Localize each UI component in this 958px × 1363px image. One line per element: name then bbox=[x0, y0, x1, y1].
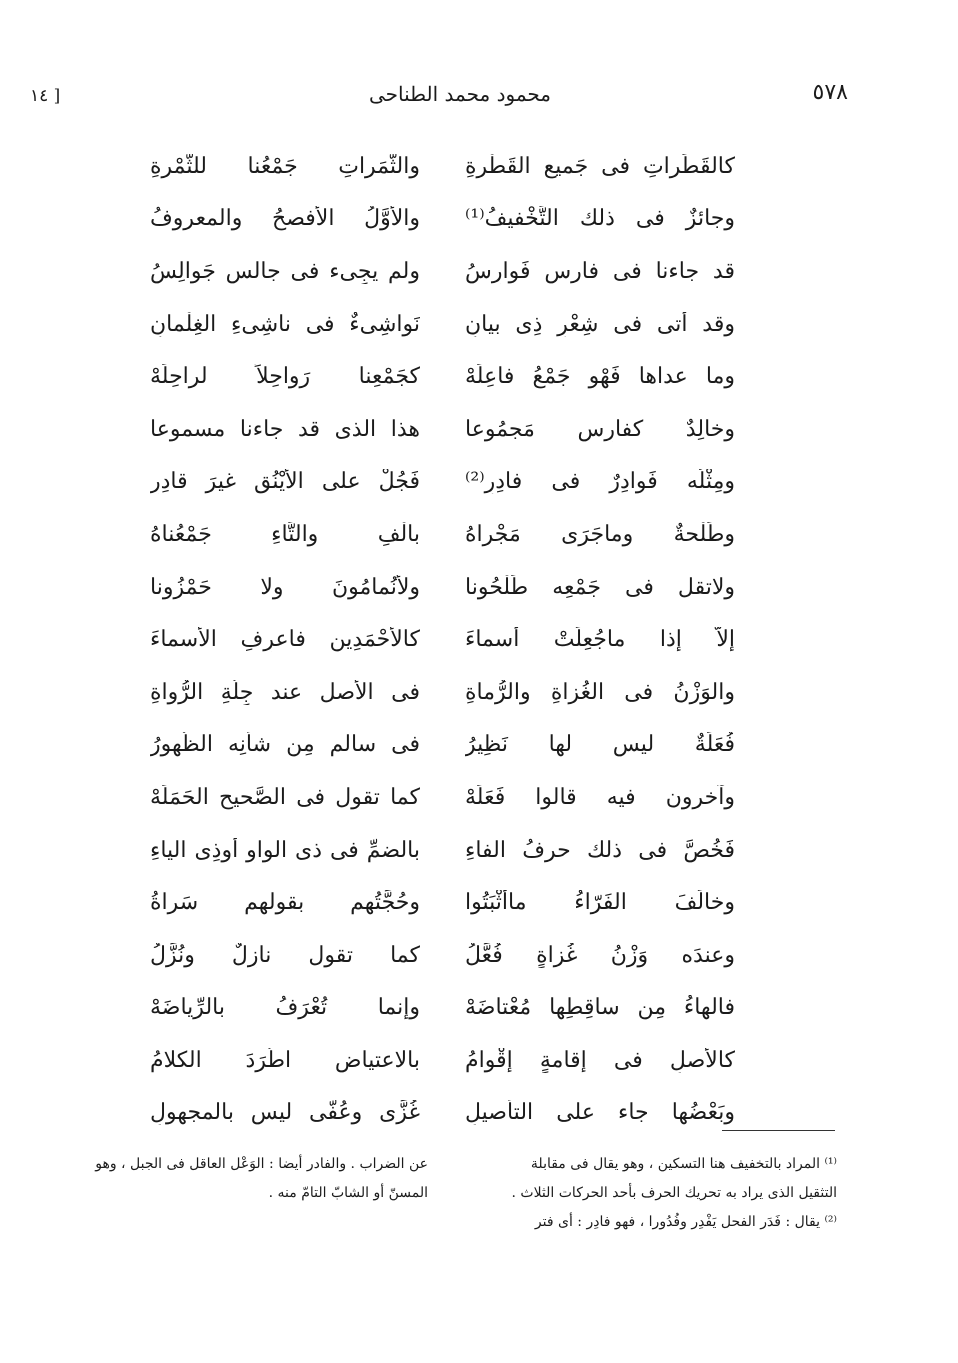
second-hemistich: بالْفِ والتَّاءِ جَمْعُناهُ bbox=[150, 521, 420, 547]
verse bbox=[150, 929, 735, 982]
verse bbox=[150, 140, 735, 193]
verse bbox=[150, 1034, 735, 1087]
second-hemistich: كالأَحْمَدِين فاعرِفِ الأسماءَ bbox=[150, 627, 420, 653]
footnote-line: التثقيل الذى يراد به تحريك الحرف بأحد الحركات الثلاث . bbox=[511, 1185, 837, 1201]
first-hemistich: وخالِدٌ كفارِسٍ مَجمُوعا bbox=[465, 416, 735, 442]
second-hemistich: كما تقول فى الصَّحيحِ الحَمَلَهْ bbox=[150, 784, 420, 810]
footnote-line: المسنّ أو الشابّ التامّ منه . bbox=[268, 1185, 428, 1201]
first-hemistich: وقد أتى فى شِعْرٍ ذِى بيانِ bbox=[465, 311, 735, 337]
second-hemistich: وإنما تُعْرَفُ بالرِّياضَهْ bbox=[150, 995, 420, 1021]
second-hemistich: هذا الذى قد جاءنا مسموعا bbox=[150, 416, 420, 442]
second-hemistich: غُزَّى وعُفَّى ليس بالمجهولِ bbox=[150, 1100, 420, 1126]
first-hemistich: وطَلْحةٌ وماجَرَى مَجْراهُ bbox=[465, 521, 735, 547]
page-number: ٥٧٨ bbox=[812, 80, 848, 105]
first-hemistich: ومِثْلُه فَوادِرٌ فى فادِرٍ⁽²⁾ bbox=[465, 469, 735, 495]
second-hemistich: كما تقول نازِلٌ ونُزَّلُ bbox=[150, 942, 420, 968]
first-hemistich: والوَزْنُ فى الغُزاةِ والرُّماةِ bbox=[465, 679, 735, 705]
second-hemistich: والثَّمَراتِ جَمْعُنا للثَّمْرةِ bbox=[150, 153, 420, 179]
first-hemistich: وخالَفَ الفَرّاءُ ماأثْبَتُوا bbox=[465, 890, 735, 916]
second-hemistich: فَجُلْ على الأيْنُقِ غيرَ قادِرِ bbox=[150, 469, 420, 495]
second-hemistich: بالاعتياض اطَّرَدَ الكلامُ bbox=[150, 1047, 420, 1073]
verse bbox=[150, 508, 735, 561]
verse bbox=[150, 193, 735, 246]
footnotes-right-column bbox=[455, 1150, 837, 1237]
second-hemistich: والأوَّلُ الأفصحُ والمعروفُ bbox=[150, 206, 420, 232]
footnotes-left-column bbox=[52, 1150, 428, 1208]
first-hemistich: فالهاءُ مِن ساقِطِها مُعْتاضَهْ bbox=[465, 995, 735, 1021]
footnote-line: عن الضراب . والفادر أيضا : الوَعْل العاقل فى الجبل ، وهو bbox=[95, 1156, 428, 1172]
verse bbox=[150, 298, 735, 351]
verse bbox=[150, 982, 735, 1035]
verse bbox=[150, 245, 735, 298]
first-hemistich: وآخرون فيه قالوا فَعَلَهْ bbox=[465, 784, 735, 810]
verse bbox=[150, 456, 735, 509]
second-hemistich: ولم يجِىء فى جالسٍ جَوالِسُ bbox=[150, 258, 420, 284]
verse bbox=[150, 719, 735, 772]
second-hemistich: فى الأصل عند جِلَّةِ الرُّواةِ bbox=[150, 679, 420, 705]
second-hemistich: نَواشِىءٌ فى ناشِىءِ الغِلْمانِ bbox=[150, 311, 420, 337]
verse bbox=[150, 824, 735, 877]
first-hemistich: وجائزٌ فى ذلك التَّخْفيفُ⁽¹⁾ bbox=[465, 206, 735, 232]
second-hemistich: وحُجَّتُهم بقولهم سَراةُ bbox=[150, 890, 420, 916]
second-hemistich: فى سالمٍ مِن شأنِه الظُّهورُ bbox=[150, 732, 420, 758]
verse bbox=[150, 350, 735, 403]
footnote-line: ⁽¹⁾ المراد بالتخفيف هنا التسكين ، وهو يقال فى مقابلة bbox=[530, 1156, 837, 1172]
second-hemistich: كجَمْعِنا رَواحِلاً لراحِلَهْ bbox=[150, 364, 420, 390]
first-hemistich: ولاتقل فى جَمْعِه طَلْحُونا bbox=[465, 574, 735, 600]
first-hemistich: فَخُصَّ فى ذلك حرفُ الفاءِ bbox=[465, 837, 735, 863]
first-hemistich: كالقَطَراتِ فى جَميعِ القَطْرةِ bbox=[465, 153, 735, 179]
first-hemistich: قد جاءنا فى فارسٍ فَوارِسُ bbox=[465, 258, 735, 284]
verse bbox=[150, 403, 735, 456]
first-hemistich: وما عداها فَهْو جَمْعُ فاعِلَهْ bbox=[465, 364, 735, 390]
footnote-separator bbox=[722, 1130, 835, 1131]
second-hemistich: بالضمِّ فى ذى الواوِ أوذِى الياءِ bbox=[150, 837, 420, 863]
chapter-mark: [ ١٤ bbox=[30, 86, 61, 106]
verse bbox=[150, 613, 735, 666]
verse bbox=[150, 1087, 735, 1140]
verse bbox=[150, 561, 735, 614]
first-hemistich: وبَعْضُها جاء على التأصيلِ bbox=[465, 1100, 735, 1126]
second-hemistich: ولأنُمامُونَ ولا حَمْزُونا bbox=[150, 574, 420, 600]
verse bbox=[150, 876, 735, 929]
first-hemistich: فُعَلَةٌ ليس لها نَظِيرُ bbox=[465, 732, 735, 758]
footnote-line: ⁽²⁾ يقال : فَدَر الفحل يَفْدِر وفُدُورا ، فهو فادِر : أى فتر bbox=[534, 1214, 837, 1230]
poem-body bbox=[150, 140, 735, 1139]
first-hemistich: إلاَّ إذا ماجُعِلَتْ أسماءَ bbox=[465, 627, 735, 653]
verse bbox=[150, 771, 735, 824]
first-hemistich: وعندَه وَزْنُ غُزاةٍ فُعَّلُ bbox=[465, 942, 735, 968]
first-hemistich: كالأصلِ فى إقامةٍ إقْوامُ bbox=[465, 1047, 735, 1073]
verse bbox=[150, 666, 735, 719]
running-head-author: محمود محمد الطناحى bbox=[368, 82, 552, 106]
